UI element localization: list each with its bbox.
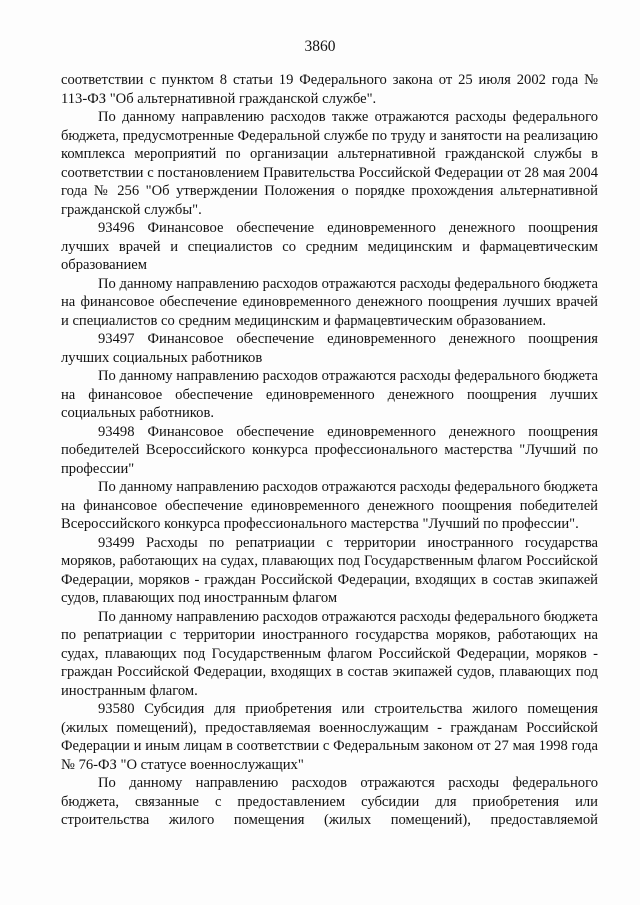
paragraph-93497-description: По данному направлению расходов отражаются расходы федерального бюджета на финансовое обеспечение единовременного денежного поощрения лучших социальных работников. [61, 368, 598, 421]
paragraph-93499-description: По данному направлению расходов отражаются расходы федерального бюджета по репатриации с территории иностранного государства моряков, работающих на судах, плавающих под Государственным флагом Российской Федерации, моряков - граждан Российской Федерации, входящих в состав экипажей судов, плавающих под иностранным флагом. [61, 608, 598, 699]
paragraph-continuation: соответствии с пунктом 8 статьи 19 Федерального закона от 25 июля 2002 года № 113-ФЗ "Об альтернативной гражданской службе". [61, 72, 598, 107]
heading-93498: 93498 Финансовое обеспечение единовременного денежного поощрения победителей Всероссийского конкурса профессионального мастерства "Лучший по профессии" [61, 423, 598, 477]
paragraph-93496-description: По данному направлению расходов отражаются расходы федерального бюджета на финансовое обеспечение единовременного денежного поощрения лучших врачей и специалистов со средним медицинским и фармацевтическим образованием. [61, 275, 598, 329]
document-body [61, 71, 598, 830]
paragraph-alt-service-expenses: По данному направлению расходов также отражаются расходы федерального бюджета, предусмотренные Федеральной службе по труду и занятости на реализацию комплекса мероприятий по организации альтернативной гражданской службы в соответствии с постановлением Правительства Российской Федерации от 28 мая 2004 года № 256 "Об утверждении Положения о порядке прохождения альтернативной гражданской службы". [61, 109, 598, 218]
heading-93499: 93499 Расходы по репатриации с территории иностранного государства моряков, работающих на судах, плавающих под Государственным флагом Российской Федерации, моряков - граждан Российской Федерации, входящих в состав экипажей судов, плавающих под иностранным флагом [61, 534, 598, 606]
heading-93580: 93580 Субсидия для приобретения или строительства жилого помещения (жилых помещений), предоставляемая военнослужащим - гражданам Российской Федерации и иным лицам в соответствии с Федеральным законом от 27 мая 1998 года № 76-ФЗ "О статусе военнослужащих" [61, 701, 598, 773]
heading-93497: 93497 Финансовое обеспечение единовременного денежного поощрения лучших социальных работников [61, 331, 598, 366]
paragraph-93580-description: По данному направлению расходов отражаются расходы федерального бюджета, связанные с предоставлением субсидии для приобретения или строительства жилого помещения (жилых помещений), предоставляемой [61, 775, 598, 828]
paragraph-93498-description: По данному направлению расходов отражаются расходы федерального бюджета на финансовое обеспечение единовременного денежного поощрения победителей Всероссийского конкурса профессионального мастерства "Лучший по профессии". [61, 479, 598, 532]
page-number: 3860 [304, 38, 336, 55]
heading-93496: 93496 Финансовое обеспечение единовременного денежного поощрения лучших врачей и специалистов со средним медицинским и фармацевтическим образованием [61, 220, 598, 273]
